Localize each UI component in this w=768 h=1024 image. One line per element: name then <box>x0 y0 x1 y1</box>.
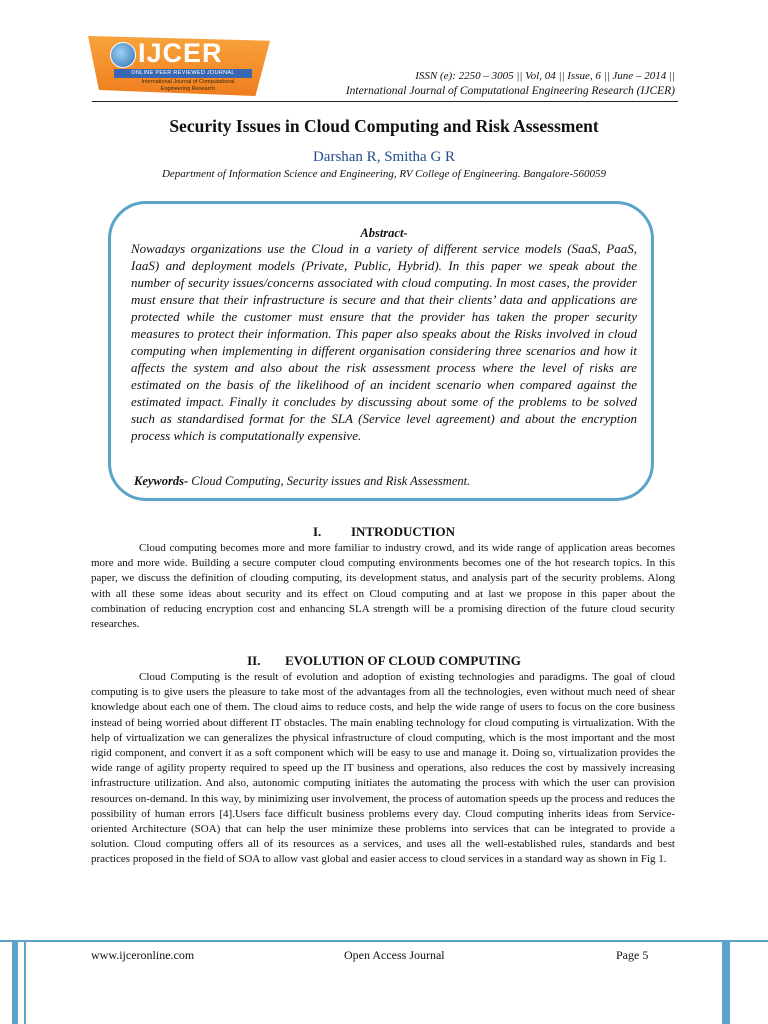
keywords-text: Cloud Computing, Security issues and Risk Assessment. <box>188 474 471 488</box>
footer-decoration-left <box>12 941 18 1024</box>
footer-website: www.ijceronline.com <box>91 948 195 962</box>
globe-icon <box>110 42 136 68</box>
section-title: INTRODUCTION <box>350 524 455 539</box>
paper-title: Security Issues in Cloud Computing and Risk Assessment <box>169 116 599 136</box>
footer-divider <box>0 940 768 942</box>
section-heading-evolution <box>0 653 768 669</box>
header-divider <box>92 101 678 102</box>
abstract-body: Nowadays organizations use the Cloud in a variety of different service models (SaaS, PaaS, IaaS) and deployment models (Private, Public, Hybrid). In this paper we speak about the number of security issues/concerns associated with cloud computing. In most cases, the provider must ensure that their infrastructure is secure and that their clients’ data and applications are protected while the customer must ensure that the provider has taken the proper security measures to protect their information. This paper also speaks about the Risks involved in cloud computing when implementing in different organisation considering three scenarios and how it affects the system and also about the risk assessment process where the level of risks are estimated on the basis of the likelihood of an incident scenario when compared against the estimated impact. Finally it concludes by discussing about some of the problems to be solved such as standardised format for the SLA (Service level agreement) and about the encryption process which is computationally expensive. <box>131 241 637 443</box>
issn-line: ISSN (e): 2250 – 3005 || Vol, 04 || Issue, 6 || June – 2014 || <box>415 70 675 82</box>
logo-subtitle: International Journal of Computational Engineering Research <box>141 79 235 92</box>
section-number: II. <box>247 653 261 668</box>
footer-decoration-right <box>722 941 730 1024</box>
section-text: Cloud Computing is the result of evolution and adoption of existing technologies and paradigms. The goal of cloud computing is to give users the pleasure to take most of the advantages from all the technologies, even without much need of shear knowledge about each one of them. The cloud aims to reduce costs, and help the wide range of users to focus on the core business instead of being worried about different IT obstacles. The main enabling technology for cloud computing is virtualization. With the help of virtualization we can generalizes the physical infrastructure of cloud computing, which is the most important and the most rigid component, and convert it as a soft component which will be easy to use and manage it. Doing so, virtualization provides the wide range of agility property required to speed up the IT business and operations, also reduces the cost by massively increasing infrastructure utilization. And also, autonomic computing initiates the automating the process with which the user can provision resources on-demand. In this way, by minimizing user involvement, the process of automation speeds up the process and reduces the possibility of human errors [4].Users face difficult business problems every day. Cloud computing inherits ideas from Service-oriented Architecture (SOA) that can help the user minimize these problems into services that can be integrated to provide a solution. Cloud computing offers all of its resources as a services, and uses all the well-established rules, standards and best practices proposed in the field of SOA to allow vast global and easier access to cloud services in a standard way as shown in Fig 1. <box>91 671 675 866</box>
paper-authors: Darshan R, Smitha G R <box>312 149 456 165</box>
logo-ribbon: ONLINE PEER REVIEWED JOURNAL <box>114 69 252 78</box>
section-heading-introduction <box>0 524 768 540</box>
journal-logo <box>88 34 270 98</box>
section-body-introduction <box>91 541 675 632</box>
footer-center-label: Open Access Journal <box>344 948 445 962</box>
logo-name: IJCER <box>138 38 223 68</box>
paper-affiliation: Department of Information Science and Engineering, RV College of Engineering. Bangalore-560059 <box>161 168 606 180</box>
keywords-label: Keywords- <box>134 474 189 488</box>
section-body-evolution <box>91 670 675 868</box>
journal-name: International Journal of Computational Engineering Research (IJCER) <box>345 85 675 97</box>
footer-page-number: Page 5 <box>616 948 649 962</box>
section-number: I. <box>312 524 322 539</box>
footer-decoration-left-thin <box>24 941 26 1024</box>
keywords <box>134 474 644 489</box>
section-title: EVOLUTION OF CLOUD COMPUTING <box>285 653 521 668</box>
abstract-heading: Abstract- <box>360 226 408 240</box>
section-text: Cloud computing becomes more and more familiar to industry crowd, and its wide range of application areas becomes more and more wide. Building a secure computer cloud computing environments becomes one of the hot research topics. In this paper, we discuss the definition of clouding computing, its development status, and analysis part of the security problems. Along with all these some ideas about security and its effect on Cloud computing and at last we propose in this paper about the combination of reducing encryption cost and enhancing SLA strength will be a promising direction of the future cloud security researches. <box>91 542 675 631</box>
